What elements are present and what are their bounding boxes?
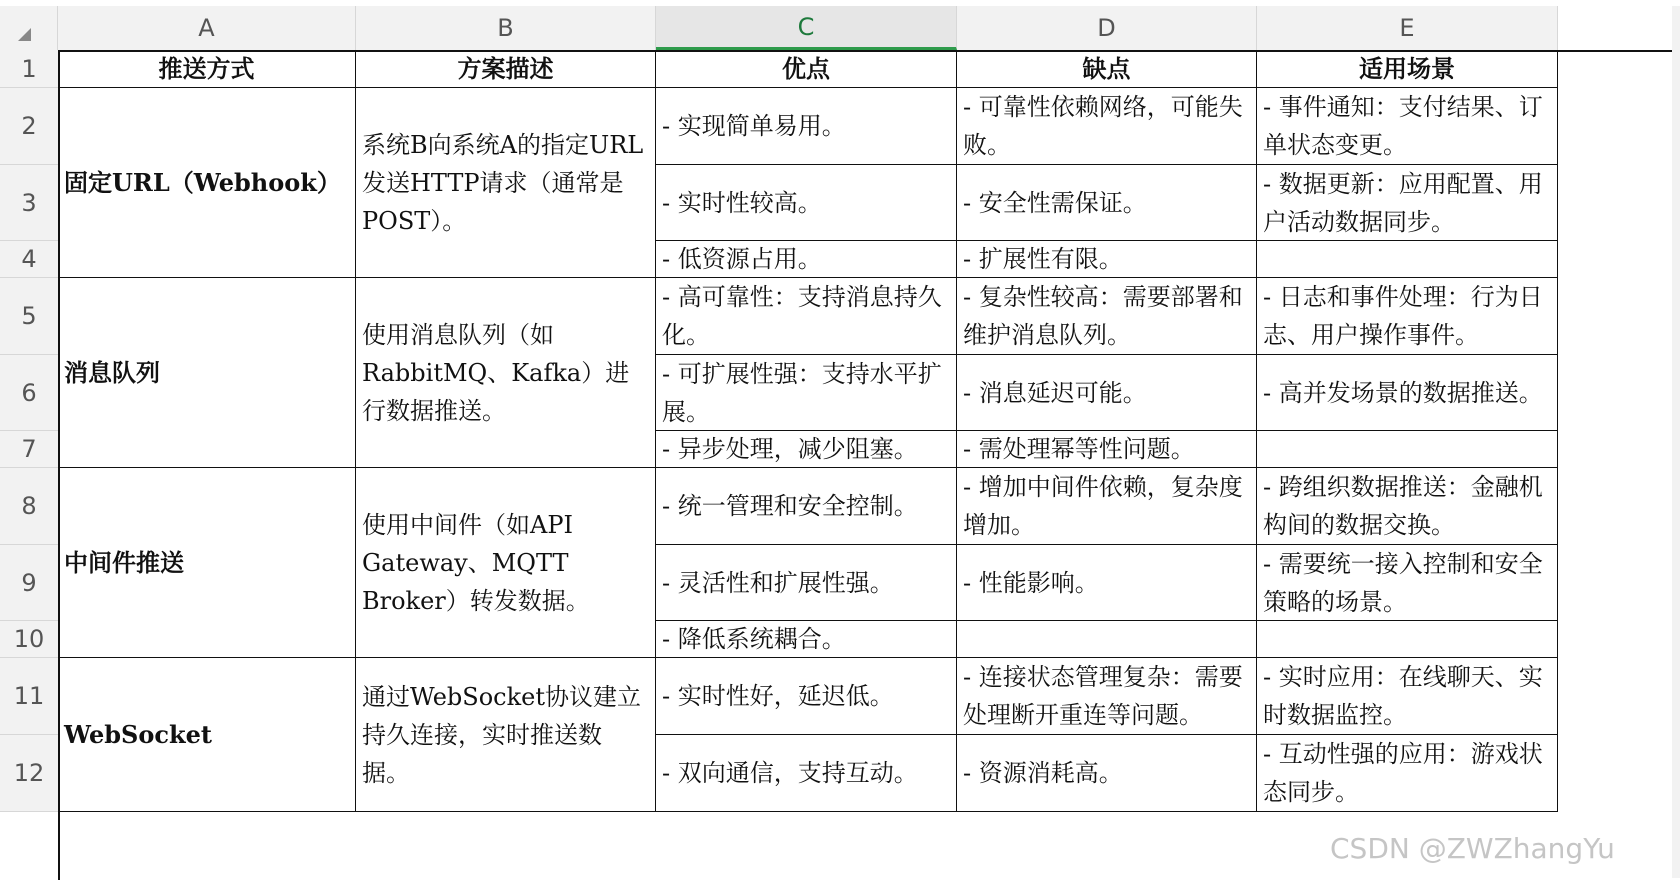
row-header-12[interactable]: 12	[0, 735, 58, 812]
cons-cell[interactable]	[957, 735, 1257, 812]
scenarios-cell-text: - 高并发场景的数据推送。	[1263, 378, 1543, 407]
scenarios-cell[interactable]	[1257, 658, 1558, 735]
pros-cell[interactable]	[656, 88, 957, 165]
description-cell-text: 使用消息队列（如RabbitMQ、Kafka）进行数据推送。	[362, 320, 630, 425]
pros-cell-text: - 实时性好，延迟低。	[662, 682, 894, 710]
cons-cell-text: - 复杂性较高：需要部署和维护消息队列。	[963, 283, 1243, 349]
header-cell-description[interactable]	[356, 50, 656, 88]
description-cell[interactable]	[356, 88, 656, 278]
header-cell-cons[interactable]	[957, 50, 1257, 88]
select-all-corner[interactable]	[0, 6, 58, 50]
row-header-8[interactable]: 8	[0, 468, 58, 545]
row-header-4[interactable]: 4	[0, 241, 58, 278]
pros-cell[interactable]	[656, 621, 957, 658]
row-header-9[interactable]: 9	[0, 545, 58, 621]
description-cell-text: 使用中间件（如API Gateway、MQTT Broker）转发数据。	[362, 510, 590, 615]
cons-cell[interactable]	[957, 278, 1257, 355]
row-header-5[interactable]: 5	[0, 278, 58, 355]
table-left-border	[58, 50, 60, 880]
pros-cell[interactable]	[656, 165, 957, 241]
scenarios-cell-text: - 事件通知：支付结果、订单状态变更。	[1263, 93, 1543, 159]
method-cell-text: 中间件推送	[64, 547, 184, 577]
scenarios-cell-text: - 数据更新：应用配置、用户活动数据同步。	[1263, 169, 1543, 236]
scenarios-cell-text: - 互动性强的应用：游戏状态同步。	[1263, 740, 1543, 806]
description-cell[interactable]	[356, 278, 656, 468]
pros-cell-text: - 可扩展性强：支持水平扩展。	[662, 359, 942, 426]
pros-cell-text: - 异步处理，减少阻塞。	[662, 435, 918, 463]
pros-cell-text: - 实现简单易用。	[662, 112, 846, 140]
method-cell[interactable]	[58, 278, 356, 468]
cons-cell-text: - 需处理幂等性问题。	[963, 435, 1195, 463]
header-cell-method[interactable]	[58, 50, 356, 88]
column-header-d[interactable]: D	[957, 6, 1257, 50]
scenarios-cell[interactable]	[1257, 545, 1558, 621]
watermark: CSDN @ZWZhangYu	[1330, 832, 1615, 865]
header-cell-method-text: 推送方式	[158, 53, 255, 83]
description-cell[interactable]	[356, 468, 656, 658]
header-cell-cons-text: 缺点	[1082, 53, 1131, 83]
cons-cell-text: - 安全性需保证。	[963, 188, 1147, 217]
scenarios-cell[interactable]	[1257, 431, 1558, 468]
description-cell[interactable]	[356, 658, 656, 812]
column-header-b[interactable]: B	[356, 6, 656, 50]
cons-cell-text: - 消息延迟可能。	[963, 378, 1147, 407]
scenarios-cell[interactable]	[1257, 355, 1558, 431]
scenarios-cell[interactable]	[1257, 468, 1558, 545]
cons-cell[interactable]	[957, 468, 1257, 545]
row-header-1[interactable]: 1	[0, 50, 58, 88]
cons-cell-text: - 性能影响。	[963, 568, 1099, 597]
pros-cell[interactable]	[656, 468, 957, 545]
header-cell-pros-text: 优点	[782, 53, 830, 83]
pros-cell[interactable]	[656, 278, 957, 355]
method-cell[interactable]	[58, 88, 356, 278]
column-header-a[interactable]: A	[58, 6, 356, 50]
row-header-3[interactable]: 3	[0, 165, 58, 241]
cons-cell[interactable]	[957, 241, 1257, 278]
column-header-c[interactable]: C	[656, 6, 957, 50]
cons-cell[interactable]	[957, 355, 1257, 431]
scenarios-cell-text: - 实时应用：在线聊天、实时数据监控。	[1263, 663, 1543, 729]
pros-cell-text: - 降低系统耦合。	[662, 625, 846, 653]
description-cell-text: 系统B向系统A的指定URL发送HTTP请求（通常是POST）。	[362, 130, 644, 235]
cons-cell-text: - 增加中间件依赖，复杂度增加。	[963, 473, 1243, 539]
cons-cell[interactable]	[957, 165, 1257, 241]
scenarios-cell[interactable]	[1257, 165, 1558, 241]
row-header-6[interactable]: 6	[0, 355, 58, 431]
cons-cell[interactable]	[957, 658, 1257, 735]
header-cell-scenarios-text: 适用场景	[1359, 53, 1455, 83]
method-cell[interactable]	[58, 468, 356, 658]
cons-cell[interactable]	[957, 431, 1257, 468]
pros-cell-text: - 高可靠性：支持消息持久化。	[662, 283, 942, 349]
description-cell-text: 通过WebSocket协议建立持久连接，实时推送数据。	[362, 682, 641, 787]
pros-cell[interactable]	[656, 355, 957, 431]
grid-right-gutter	[1672, 6, 1680, 878]
row-header-10[interactable]: 10	[0, 621, 58, 658]
cons-cell[interactable]	[957, 88, 1257, 165]
row-header-7[interactable]: 7	[0, 431, 58, 468]
pros-cell[interactable]	[656, 545, 957, 621]
pros-cell[interactable]	[656, 431, 957, 468]
method-cell-text: 消息队列	[64, 357, 160, 387]
cons-cell-text: - 扩展性有限。	[963, 245, 1123, 273]
table-top-border	[58, 50, 1672, 52]
pros-cell-text: - 灵活性和扩展性强。	[662, 568, 894, 597]
header-cell-description-text: 方案描述	[457, 53, 554, 83]
scenarios-cell-text: - 跨组织数据推送：金融机构间的数据交换。	[1263, 473, 1543, 539]
scenarios-cell[interactable]	[1257, 278, 1558, 355]
corner-triangle-icon	[18, 28, 31, 41]
method-cell-text: WebSocket	[64, 719, 212, 749]
pros-cell-text: - 实时性较高。	[662, 188, 822, 217]
pros-cell-text: - 双向通信，支持互动。	[662, 759, 918, 787]
row-header-11[interactable]: 11	[0, 658, 58, 735]
scenarios-cell-text: - 需要统一接入控制和安全策略的场景。	[1263, 549, 1543, 616]
scenarios-cell[interactable]	[1257, 735, 1558, 812]
cons-cell-text: - 资源消耗高。	[963, 759, 1123, 787]
scenarios-cell-text: - 日志和事件处理：行为日志、用户操作事件。	[1263, 283, 1543, 349]
header-cell-scenarios[interactable]	[1257, 50, 1558, 88]
cons-cell[interactable]	[957, 621, 1257, 658]
pros-cell-text: - 低资源占用。	[662, 245, 822, 273]
pros-cell[interactable]	[656, 658, 957, 735]
scenarios-cell[interactable]	[1257, 88, 1558, 165]
cons-cell-text: - 可靠性依赖网络，可能失败。	[963, 93, 1243, 159]
scenarios-cell[interactable]	[1257, 241, 1558, 278]
method-cell[interactable]	[58, 658, 356, 812]
header-cell-pros[interactable]	[656, 50, 957, 88]
column-header-e[interactable]: E	[1257, 6, 1558, 50]
cons-cell-text: - 连接状态管理复杂：需要处理断开重连等问题。	[963, 663, 1243, 729]
pros-cell-text: - 统一管理和安全控制。	[662, 492, 918, 520]
method-cell-text: 固定URL（Webhook）	[64, 167, 341, 197]
scenarios-cell[interactable]	[1257, 621, 1558, 658]
row-header-2[interactable]: 2	[0, 88, 58, 165]
pros-cell[interactable]	[656, 735, 957, 812]
pros-cell[interactable]	[656, 241, 957, 278]
cons-cell[interactable]	[957, 545, 1257, 621]
